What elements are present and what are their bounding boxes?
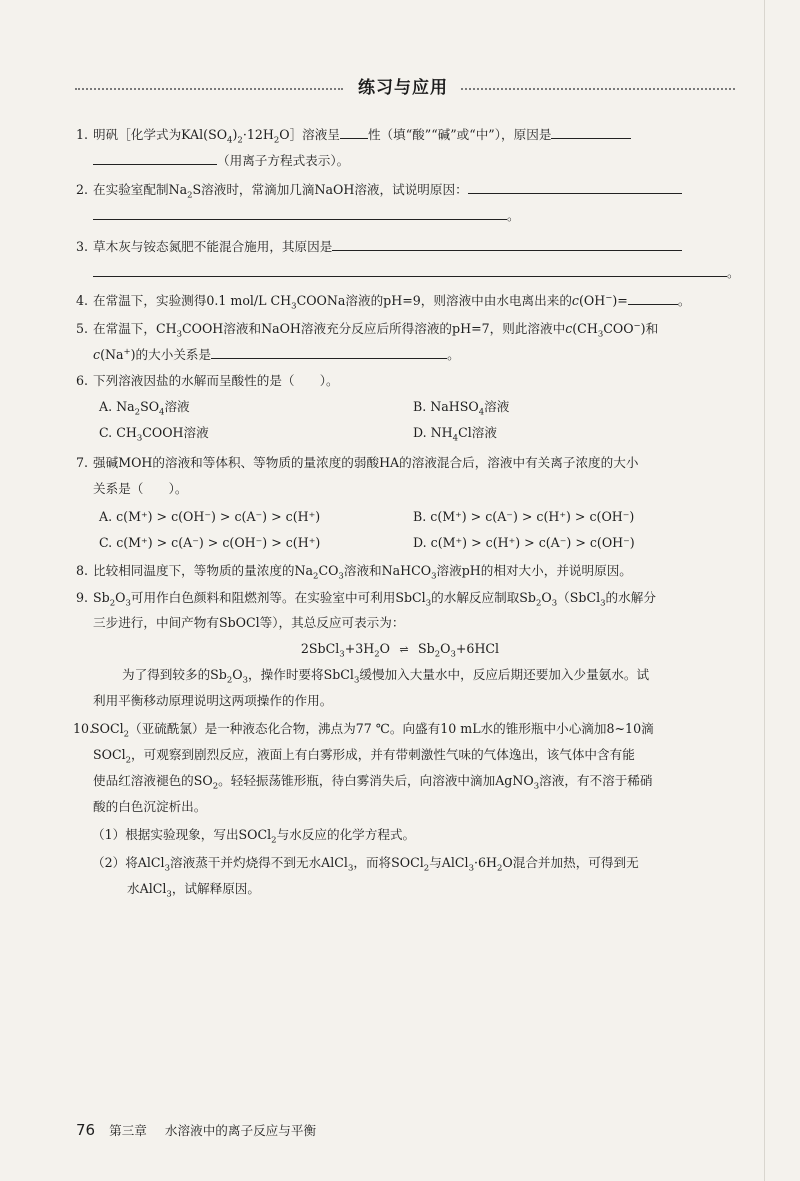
question-9-line-1: 9. $Sb_2O_3$可用作白色颜料和阻燃剂等。在实验室中可利用SbCl$_3$的水解反应制取$Sb_2O_3(SbCl_3$的水解分 bbox=[76, 590, 656, 609]
answer-blank[interactable] bbox=[340, 126, 368, 139]
section-header bbox=[75, 76, 735, 102]
question-6-stem: 6. 下列溶液因盐的水解而呈酸性的是（ ）。 bbox=[76, 373, 339, 388]
question-2-line-2: 。 bbox=[93, 207, 520, 225]
question-7-stem-line-1: 7. 强碱MOH的溶液和等体积、等物质的量浓度的弱酸HA的溶液混合后，溶液中有关离子浓度的大小 bbox=[76, 455, 639, 470]
chapter-title: 水溶液中的离子反应与平衡 bbox=[164, 1123, 317, 1138]
question-7-option-d[interactable]: D. c(M⁺) > c(H⁺) > c(A⁻) > c(OH⁻) bbox=[413, 535, 635, 550]
question-7-option-b[interactable]: B. c(M⁺) > c(A⁻) > c(H⁺) > c(OH⁻) bbox=[413, 509, 635, 524]
question-9-equation: $2SbCl_3+3H_2O$ ⇌ $Sb_2O_3+6HCl$ bbox=[300, 641, 500, 660]
question-4: 4. 在常温下，实验测得0.1 mol/L $CH_3COONa$溶液的pH=9，则溶液中由水电离出来的c(OH−)= 。 bbox=[76, 292, 691, 312]
question-7-option-c[interactable]: C. c(M⁺) > c(A⁻) > c(OH⁻) > c(H⁺) bbox=[99, 535, 321, 550]
question-5-line-2: c(Na+)的大小关系是 。 bbox=[93, 346, 460, 362]
question-3-line-2: 。 bbox=[93, 264, 740, 282]
answer-blank[interactable] bbox=[93, 264, 727, 277]
question-9-line-3: 为了得到较多的$Sb_2O_3$，操作时要将SbCl$_3$缓慢加入大量水中，反应后期还要加入少量氨水。试 bbox=[122, 667, 650, 686]
page-edge-rule bbox=[764, 0, 765, 1181]
question-6-option-b[interactable]: B. NaHSO$_4$溶液 bbox=[413, 399, 510, 418]
answer-blank[interactable] bbox=[551, 126, 631, 139]
question-10-part-1: （1）根据实验现象，写出SOCl$_2$与水反应的化学方程式。 bbox=[92, 827, 416, 846]
chapter-label: 第三章 bbox=[109, 1123, 147, 1138]
answer-blank[interactable] bbox=[93, 152, 217, 165]
question-8: 8. 比较相同温度下，等物质的量浓度的$Na_2CO_3$溶液和NaHCO$_3$溶液pH的相对大小，并说明原因。 bbox=[76, 563, 632, 582]
question-9-line-2: 三步进行，中间产物有SbOCl等），其总反应可表示为： bbox=[93, 615, 405, 630]
answer-blank[interactable] bbox=[211, 346, 447, 359]
section-title: 练习与应用 bbox=[358, 78, 448, 98]
question-10-part-2-line-1: （2）将AlCl$_3$溶液蒸干并灼烧得不到无水AlCl$_3$，而将SOCl$_2$与$AlCl_3\cdot 6H_2O$混合并加热，可得到无 bbox=[92, 855, 639, 874]
question-10-line-4: 酸的白色沉淀析出。 bbox=[93, 799, 207, 814]
page-number: 76 bbox=[76, 1121, 96, 1139]
question-6-option-a[interactable]: A. $Na_2SO_4$溶液 bbox=[99, 399, 190, 418]
question-3-line-1: 3. 草木灰与铵态氮肥不能混合施用，其原因是 bbox=[76, 238, 682, 256]
answer-blank[interactable] bbox=[628, 292, 678, 305]
question-6-option-c[interactable]: C. $CH_3COOH$溶液 bbox=[99, 425, 209, 444]
question-1-line-1: 1. 明矾［化学式为$KAl(SO_4)_2\cdot 12H_2O]$溶液呈 性（填“酸”“碱”或“中”），原因是 bbox=[76, 126, 631, 144]
question-10-line-1: 10.SOCl$_2$（亚硫酰氯）是一种液态化合物，沸点为77 ℃。向盛有10 mL水的锥形瓶中小心滴加8~10滴 bbox=[73, 721, 654, 740]
question-5-line-1: 5. 在常温下，$CH_3COOH$溶液和NaOH溶液充分反应后所得溶液的pH=7，则此溶液中$c(CH_3COO^-)$和 bbox=[76, 320, 659, 340]
question-7-option-a[interactable]: A. c(M⁺) > c(OH⁻) > c(A⁻) > c(H⁺) bbox=[99, 509, 321, 524]
answer-blank[interactable] bbox=[93, 207, 507, 220]
question-10-line-3: 使品红溶液褪色的$SO_2$。轻轻振荡锥形瓶，待白雾消失后，向溶液中滴加AgNO$_3$溶液，有不溶于稀硝 bbox=[93, 773, 653, 792]
answer-blank[interactable] bbox=[332, 238, 682, 251]
page-footer bbox=[76, 1121, 316, 1140]
equilibrium-arrow-icon: ⇌ bbox=[399, 643, 409, 656]
answer-blank[interactable] bbox=[468, 181, 682, 194]
question-10-line-2: SOCl$_2$，可观察到剧烈反应，液面上有白雾形成，并有带刺激性气味的气体逸出，该气体中含有能 bbox=[93, 747, 635, 766]
question-6-option-d[interactable]: D. $NH_4Cl$溶液 bbox=[413, 425, 497, 444]
header-dotted-rule-left bbox=[75, 88, 343, 90]
question-7-stem-line-2: 关系是（ ）。 bbox=[93, 481, 188, 496]
question-1-line-2: （用离子方程式表示）。 bbox=[93, 152, 349, 170]
header-dotted-rule-right bbox=[461, 88, 735, 90]
question-10-part-2-line-2: 水AlCl$_3$，试解释原因。 bbox=[127, 881, 260, 900]
question-9-line-4: 利用平衡移动原理说明这两项操作的作用。 bbox=[93, 693, 333, 708]
question-2-line-1: 2. 在实验室配制$Na_2S$溶液时，常滴加几滴NaOH溶液，试说明原因： bbox=[76, 181, 682, 199]
